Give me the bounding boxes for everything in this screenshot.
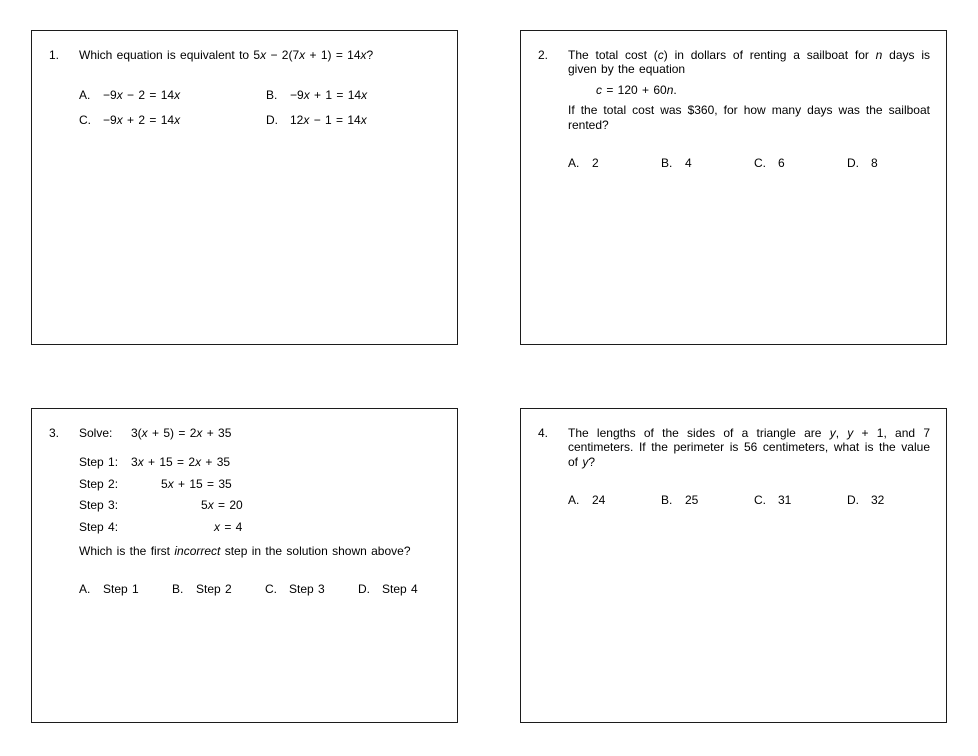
question-2-option-d xyxy=(847,156,940,170)
solve-label: Solve: xyxy=(79,426,113,440)
question-2-option-a xyxy=(568,156,661,170)
option-label: C. xyxy=(754,155,766,170)
question-2-options xyxy=(568,156,930,170)
option-text: 25 xyxy=(685,493,699,508)
solution-step-2 xyxy=(79,477,441,491)
option-text: Step 2 xyxy=(196,582,232,597)
question-box-1 xyxy=(31,30,458,345)
question-2-intro: The total cost (c) in dollars of renting a sailboat for n days is given by the equation xyxy=(568,48,930,77)
question-1-option-c xyxy=(79,113,266,127)
question-3-number: 3. xyxy=(49,426,60,440)
solve-equation: 3(x + 5) = 2x + 35 xyxy=(131,426,232,440)
question-1-option-b xyxy=(266,88,441,102)
question-2-followup: If the total cost was $360, for how many days was the sailboat rented? xyxy=(568,103,930,132)
option-label: B. xyxy=(661,155,673,170)
option-text: 2 xyxy=(592,155,599,170)
question-2-option-c xyxy=(754,156,847,170)
question-3-option-c xyxy=(265,582,358,596)
step-equation: 3x + 15 = 2x + 35 xyxy=(131,455,231,470)
option-label: C. xyxy=(265,582,277,597)
question-2 xyxy=(538,48,930,170)
question-1-options xyxy=(79,88,441,127)
question-3-options xyxy=(79,582,441,596)
question-2-number: 2. xyxy=(538,48,549,62)
question-1-option-d xyxy=(266,113,441,127)
option-text: 12x − 1 = 14x xyxy=(290,112,367,127)
question-1-content xyxy=(79,48,441,127)
question-4-option-b xyxy=(661,493,754,507)
option-label: C. xyxy=(754,493,766,508)
option-label: B. xyxy=(661,493,673,508)
option-text: −9x + 2 = 14x xyxy=(103,112,181,127)
option-text: Step 3 xyxy=(289,582,325,597)
option-text: 4 xyxy=(685,155,692,170)
option-text: 31 xyxy=(778,493,792,508)
option-label: B. xyxy=(172,582,184,597)
question-4 xyxy=(538,426,930,508)
question-1 xyxy=(49,48,441,127)
option-label: D. xyxy=(847,155,859,170)
step-equation: 5x = 20 xyxy=(201,498,243,513)
question-3-option-d xyxy=(358,582,451,596)
question-4-option-d xyxy=(847,493,940,507)
option-label: D. xyxy=(266,112,278,127)
question-4-option-c xyxy=(754,493,847,507)
solution-step-1 xyxy=(79,455,441,469)
option-label: D. xyxy=(358,582,370,597)
option-label: D. xyxy=(847,493,859,508)
question-box-2 xyxy=(520,30,947,345)
question-4-text: The lengths of the sides of a triangle are y, y + 1, and 7 centimeters. If the perimeter is 56 centimeters, what is the value of y? xyxy=(568,426,931,469)
question-3 xyxy=(49,426,441,597)
option-text: 32 xyxy=(871,493,885,508)
option-label: A. xyxy=(79,88,91,103)
step-equation: 5x + 15 = 35 xyxy=(161,476,232,491)
step-label: Step 2: xyxy=(79,476,119,491)
question-1-text: Which equation is equivalent to 5x − 2(7x + 1) = 14x? xyxy=(79,48,374,62)
option-text: 24 xyxy=(592,493,606,508)
option-label: A. xyxy=(568,155,580,170)
question-4-options xyxy=(568,493,930,507)
option-label: A. xyxy=(568,493,580,508)
option-text: 8 xyxy=(871,155,878,170)
option-label: A. xyxy=(79,582,91,597)
question-4-number: 4. xyxy=(538,426,549,440)
option-text: Step 1 xyxy=(103,582,139,597)
option-text: −9x − 2 = 14x xyxy=(103,88,181,103)
step-label: Step 4: xyxy=(79,519,119,534)
step-label: Step 1: xyxy=(79,455,119,470)
question-2-equation: c = 120 + 60n. xyxy=(596,82,677,97)
solution-step-4 xyxy=(79,520,441,534)
option-label: C. xyxy=(79,112,91,127)
step-label: Step 3: xyxy=(79,498,119,513)
solution-step-3 xyxy=(79,498,441,512)
option-label: B. xyxy=(266,88,278,103)
question-1-number: 1. xyxy=(49,48,60,62)
question-3-option-b xyxy=(172,582,265,596)
question-box-3 xyxy=(31,408,458,723)
solution-steps xyxy=(79,455,441,534)
question-3-content xyxy=(79,426,441,597)
question-2-content xyxy=(568,48,930,170)
question-3-solve-line xyxy=(79,426,441,440)
question-4-option-a xyxy=(568,493,661,507)
question-box-4 xyxy=(520,408,947,723)
question-3-text: Which is the first incorrect step in the solution shown above? xyxy=(79,543,411,558)
step-equation: x = 4 xyxy=(214,519,243,534)
question-3-option-a xyxy=(79,582,172,596)
question-2-option-b xyxy=(661,156,754,170)
option-text: −9x + 1 = 14x xyxy=(290,88,368,103)
option-text: 6 xyxy=(778,155,785,170)
question-4-content xyxy=(568,426,930,508)
option-text: Step 4 xyxy=(382,582,418,597)
question-1-option-a xyxy=(79,88,266,102)
